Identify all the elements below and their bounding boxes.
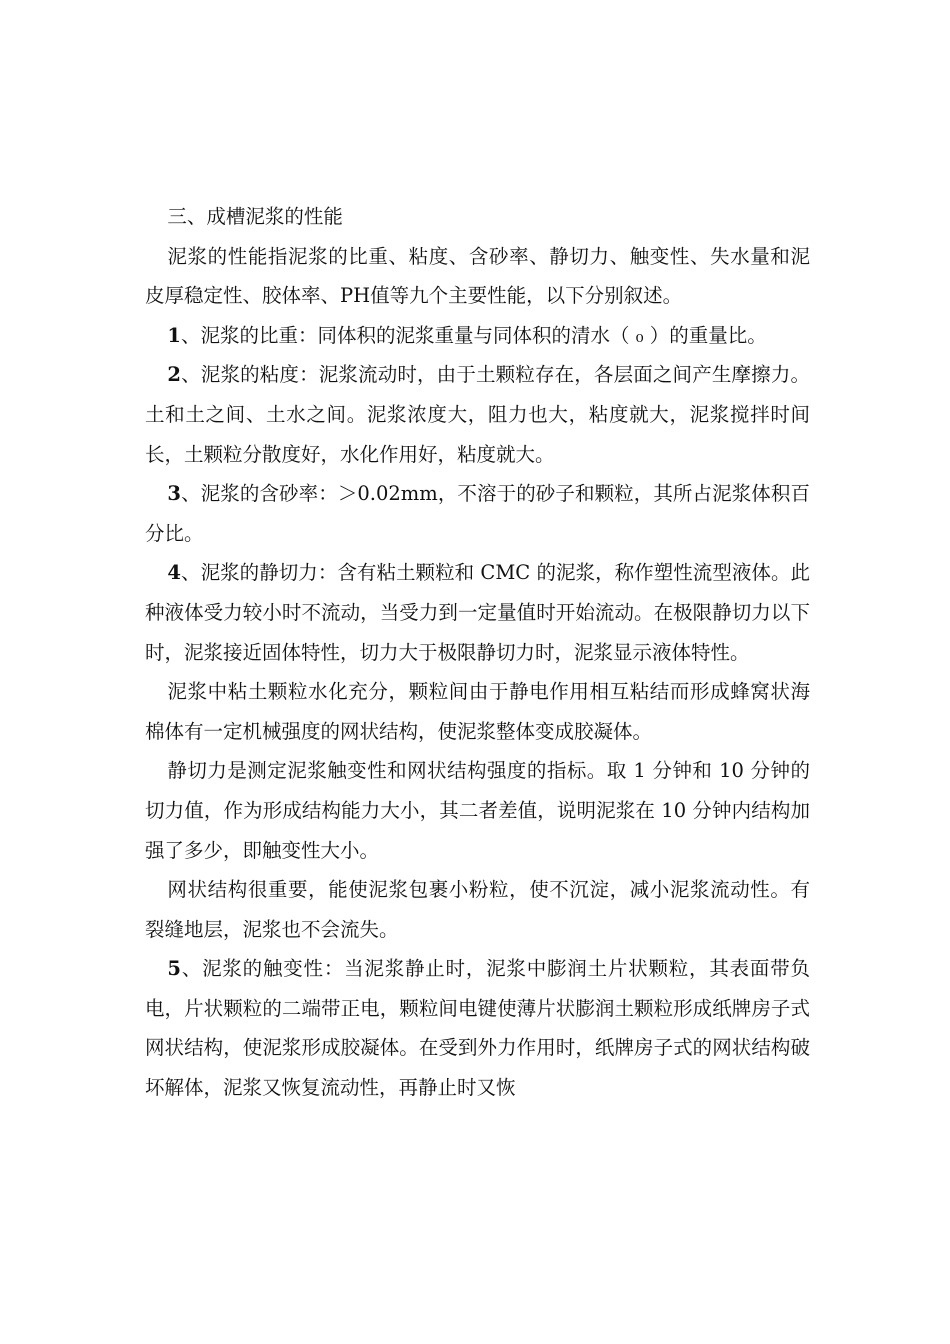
paragraph-sand-content [145, 474, 810, 553]
paragraph-text: 、泥浆的比重：同体积的泥浆重量与同体积的清水（ ₀ ）的重量比。 [181, 323, 767, 347]
paragraph-thixotropy [145, 949, 810, 1107]
paragraph-intro [145, 237, 810, 316]
paragraph-viscosity [145, 355, 810, 474]
paragraph-shear-index [145, 751, 810, 870]
paragraph-density [145, 316, 810, 356]
paragraph-text: 泥浆的性能指泥浆的比重、粘度、含砂率、静切力、触变性、失水量和泥皮厚稳定性、胶体率、PH值等九个主要性能，以下分别叙述。 [145, 244, 810, 308]
paragraph-hydration [145, 672, 810, 751]
paragraph-text: 泥浆中粘土颗粒水化充分，颗粒间由于静电作用相互粘结而形成蜂窝状海棉体有一定机械强度的网状结构，使泥浆整体变成胶凝体。 [145, 680, 810, 743]
section-heading: 三、成槽泥浆的性能 [167, 205, 343, 228]
paragraph-text: 、泥浆的静切力：含有粘土颗粒和 CMC 的泥浆，称作塑性流型液体。此种液体受力较小时不流动，当受力到一定量值时开始流动。在极限静切力以下时，泥浆接近固体特性，切力大于极限静切力时，泥浆显示液体特性。 [145, 561, 810, 664]
paragraph-text: 网状结构很重要，能使泥浆包裹小粉粒，使不沉淀，减小泥浆流动性。有裂缝地层，泥浆也不会流失。 [145, 878, 810, 941]
paragraph-network-structure [145, 870, 810, 949]
paragraph-number: 2 [167, 363, 181, 387]
paragraph-number: 3 [167, 482, 181, 506]
paragraph-static-shear [145, 553, 810, 672]
paragraph-text: 静切力是测定泥浆触变性和网状结构强度的指标。取 1 分钟和 10 分钟的切力值，作为形成结构能力大小，其二者差值，说明泥浆在 10 分钟内结构加强了多少，即触变性大小。 [145, 759, 810, 862]
paragraph-text: 、泥浆的粘度：泥浆流动时，由于土颗粒存在，各层面之间产生摩擦力。土和土之间、土水之间。泥浆浓度大，阻力也大，粘度就大，泥浆搅拌时间长，土颗粒分散度好，水化作用好，粘度就大。 [145, 363, 810, 466]
paragraph-number: 1 [167, 323, 181, 347]
document-body [145, 197, 810, 1108]
paragraph-number: 4 [167, 561, 181, 585]
paragraph-text: 、泥浆的含砂率：＞0.02mm，不溶于的砂子和颗粒，其所占泥浆体积百分比。 [145, 482, 810, 545]
paragraph-text: 、泥浆的触变性：当泥浆静止时，泥浆中膨润土片状颗粒，其表面带负电，片状颗粒的二端带正电，颗粒间电键使薄片状膨润土颗粒形成纸牌房子式网状结构，使泥浆形成胶凝体。在受到外力作用时，纸牌房子式的网状结构破坏解体，泥浆又恢复流动性，再静止时又恢 [145, 957, 810, 1100]
paragraph-number: 5 [167, 957, 181, 981]
